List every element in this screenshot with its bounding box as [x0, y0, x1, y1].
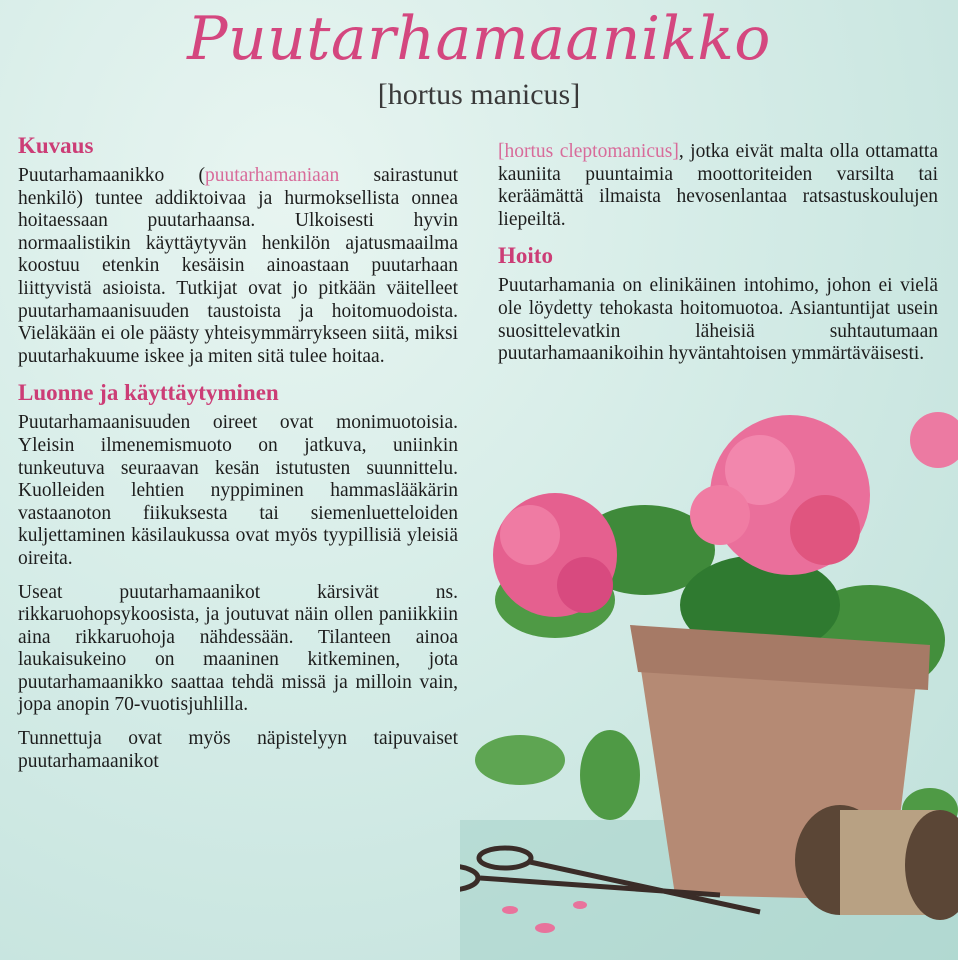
luonne-paragraph-1: Puutarhamaanisuuden oireet ovat monimuotoisia. Yleisin ilmenemismuoto on jatkuva, uniinkin tunkeutuva seuraavan kesän istutusten suunnittelu. Kuolleiden lehtien nyppiminen hammaslääkärin vastaanoton fiikuksesta tai siemenluetteloiden kuljettaminen käsilaukussa ovat myös tyypillisiä yleisiä oireita.	[18, 412, 458, 569]
latin-term-cleptomanicus: [hortus cleptomanicus]	[498, 141, 679, 162]
hoito-paragraph: Puutarhamania on elinikäinen intohimo, johon ei vielä ole löydetty tehokasta hoitomuotoa. Asiantuntijat usein suosittelevatkin läheisiä suhtautumaan puutarhamaanikoihin hyväntahtoisen ymmärtäväisesti.	[498, 275, 938, 365]
latin-term-link: puutarhamaniaan	[204, 165, 340, 186]
luonne-paragraph-2: Useat puutarhamaanikot kärsivät ns. rikkaruohopsykoosista, ja joutuvat näin ollen paniikkiin aina rikkaruohoja nähdessään. Tilanteen ainoa laukaisukeino on maaninen kitkeminen, jota puutarhamaanikko saattaa tehdä missä ja milloin vain, jopa anopin 70-vuotisjuhlilla.	[18, 581, 458, 716]
geranium-pot-illustration	[460, 400, 958, 960]
section-heading-luonne: Luonne ja käyttäytyminen	[18, 380, 279, 406]
left-column	[18, 133, 458, 784]
right-column	[498, 141, 938, 377]
kuvaus-text-start: Puutarhamaanikko (	[18, 165, 205, 186]
continued-paragraph	[498, 141, 938, 231]
page-subtitle: [hortus manicus]	[377, 78, 581, 111]
kuvaus-paragraph	[18, 165, 458, 368]
twine-spool	[795, 805, 958, 920]
kuvaus-text-rest: sairastunut henkilö) tuntee addiktoivaa ja hurmoksellista onnea hoitaessaan puutarhaansa. Ulkoisesti hyvin normaalistikin käyttäytyvän henkilön ajatusmaailma koostuu etenkin kesäisin ainoastaan puutarhaan liittyvistä asioista. Tutkijat ovat jo pitkään väitelleet puutarhamaanisuuden taustoista ja hoitomuodoista. Vieläkään ei ole päästy yhteisymmärrykseen siitä, miksi puutarhakuume iskee ja miten sitä tulee hoitaa.	[18, 165, 458, 367]
luonne-paragraph-3: Tunnettuja ovat myös näpistelyyn taipuvaiset puutarhamaanikot	[18, 728, 458, 772]
section-heading-hoito: Hoito	[498, 243, 553, 269]
section-heading-kuvaus: Kuvaus	[18, 133, 94, 158]
continued-text: , jotka eivät malta olla ottamatta kauniita puuntaimia moottoriteiden varsilta tai keräämättä ilmaista hevosenlantaa ratsastuskoulujen liepeiltä.	[498, 141, 938, 230]
page-title: Puutarhamaanikko	[187, 4, 771, 74]
